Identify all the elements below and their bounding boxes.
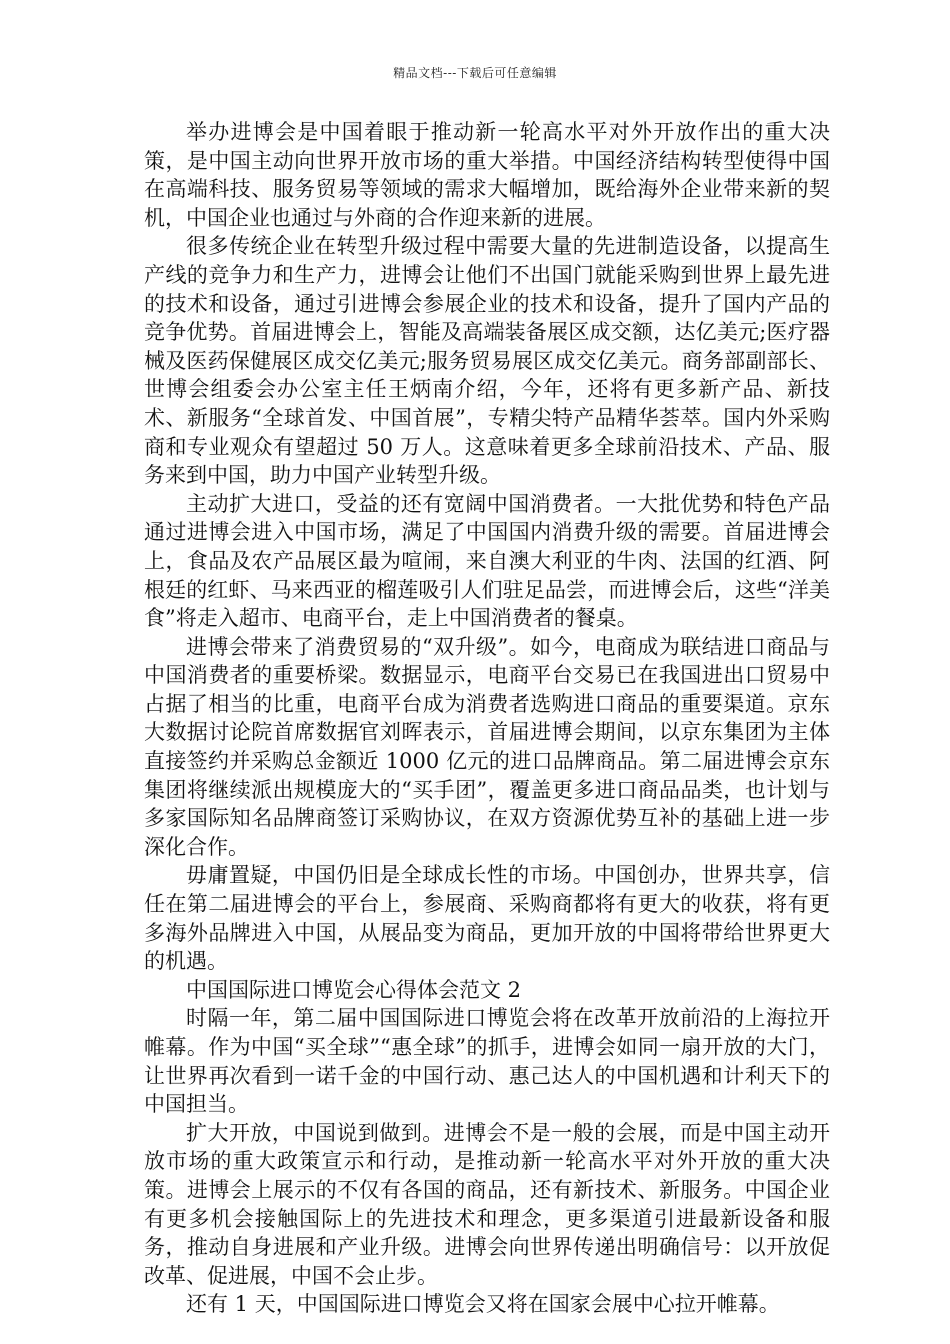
paragraph-5: 毋庸置疑，中国仍旧是全球成长性的市场。中国创办，世界共享，信任在第二届进博会的平台上，参展商、采购商都将有更大的收获，将有更多海外品牌进入中国，从展品变为商品，更加开放的中国将带给世界更大的机遇。	[144, 863, 830, 974]
paragraph-3: 主动扩大进口，受益的还有宽阔中国消费者。一大批优势和特色产品通过进博会进入中国市场，满足了中国国内消费升级的需要。首届进博会上，食品及农产品展区最为喧闹，来自澳大利亚的牛肉、法国的红酒、阿根廷的红虾、马来西亚的榴莲吸引人们驻足品尝，而进博会后，这些“洋美食”将走入超市、电商平台，走上中国消费者的餐桌。	[144, 491, 830, 631]
paragraph-2: 很多传统企业在转型升级过程中需要大量的先进制造设备，以提高生产线的竞争力和生产力，进博会让他们不出国门就能采购到世界上最先进的技术和设备，通过引进博会参展企业的技术和设备，提升了国内产品的竞争优势。首届进博会上，智能及高端装备展区成交额，达亿美元;医疗器械及医药保健展区成交亿美元;服务贸易展区成交亿美元。商务部副部长、世博会组委会办公室主任王炳南介绍，今年，还将有更多新产品、新技术、新服务“全球首发、中国首展”，专精尖特产品精华荟萃。国内外采购商和专业观众有望超过 50 万人。这意味着更多全球前沿技术、产品、服务来到中国，助力中国产业转型升级。	[144, 234, 830, 488]
paragraph-1: 举办进博会是中国着眼于推动新一轮高水平对外开放作出的重大决策，是中国主动向世界开放市场的重大举措。中国经济结构转型使得中国在高端科技、服务贸易等领域的需求大幅增加，既给海外企业带来新的契机，中国企业也通过与外商的合作迎来新的进展。	[144, 120, 830, 230]
paragraph-6: 时隔一年，第二届中国国际进口博览会将在改革开放前沿的上海拉开帷幕。作为中国“买全球”“惠全球”的抓手，进博会如同一扇开放的大门，让世界再次看到一诺千金的中国行动、惠己达人的中国机遇和计利天下的中国担当。	[144, 1006, 830, 1117]
section-heading: 中国国际进口博览会心得体会范文 2	[186, 977, 522, 1002]
page-header: 精品文档---下载后可任意编辑	[393, 66, 557, 80]
paragraph-8: 还有 1 天，中国国际进口博览会又将在国家会展中心拉开帷幕。	[186, 1292, 780, 1317]
paragraph-7: 扩大开放，中国说到做到。进博会不是一般的会展，而是中国主动开放市场的重大政策宣示和行动，是推动新一轮高水平对外开放的重大决策。进博会上展示的不仅有各国的商品，还有新技术、新服务。中国企业有更多机会接触国际上的先进技术和理念，更多渠道引进最新设备和服务，推动自身进展和产业升级。进博会向世界传递出明确信号：以开放促改革、促进展，中国不会止步。	[144, 1120, 830, 1288]
paragraph-4: 进博会带来了消费贸易的“双升级”。如今，电商成为联结进口商品与中国消费者的重要桥梁。数据显示，电商平台交易已在我国进出口贸易中占据了相当的比重，电商平台成为消费者选购进口商品的重要渠道。京东大数据讨论院首席数据官刘晖表示，首届进博会期间，以京东集团为主体直接签约并采购总金额近 1000 亿元的进口品牌商品。第二届进博会京东集团将继续派出规模庞大的“买手团”，覆盖更多进口商品品类，也计划与多家国际知名品牌商签订采购协议，在双方资源优势互补的基础上进一步深化合作。	[144, 634, 830, 859]
document-body	[144, 118, 830, 1319]
